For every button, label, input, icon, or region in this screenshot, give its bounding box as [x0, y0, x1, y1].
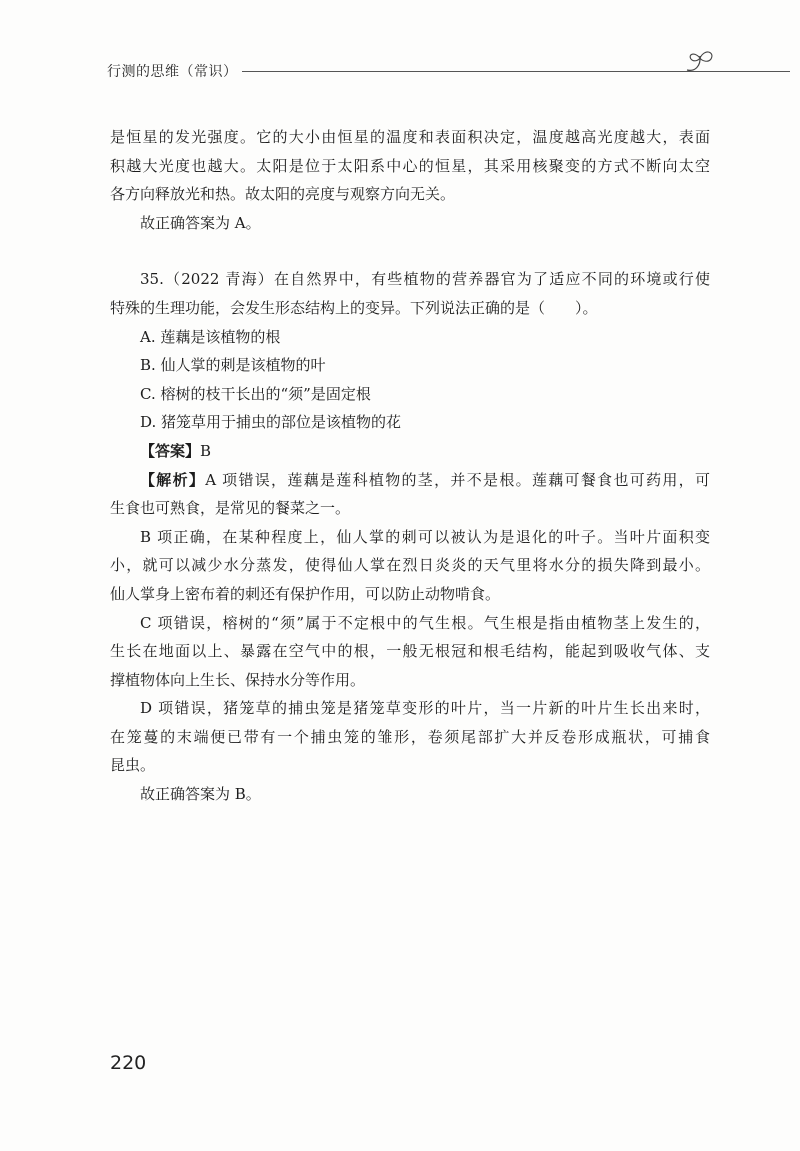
option-c: C. 榕树的枝干长出的“须”是固定根	[140, 384, 371, 403]
answer-label: 【答案】	[140, 441, 201, 460]
text-line: 是恒星的发光强度。它的大小由恒星的温度和表面积决定，温度越高光度越大，表面	[110, 128, 710, 146]
text-line: D 项错误，猪笼草的捕虫笼是猪笼草变形的叶片，当一片新的叶片生长出来时，	[140, 699, 710, 718]
conclusion-line: 故正确答案为 B。	[140, 785, 261, 804]
text-line: 昆虫。	[110, 756, 156, 775]
answer-value: B	[200, 441, 212, 460]
text-line: C 项错误，榕树的“须”属于不定根中的气生根。气生根是指由植物茎上发生的，	[140, 613, 710, 632]
text-line: 积越大光度也越大。太阳是位于太阳系中心的恒星，其采用核聚变的方式不断向太空	[110, 156, 710, 175]
analysis-label: 【解析】	[140, 470, 206, 489]
text-line: 生长在地面以上、暴露在空气中的根，一般无根冠和根毛结构，能起到吸收气体、支	[110, 642, 710, 661]
question-stem: 35.（2022 青海）在自然界中，有些植物的营养器官为了适应不同的环境或行使	[140, 270, 710, 289]
text-line: 小，就可以减少水分蒸发，使得仙人掌在烈日炎炎的天气里将水分的损失降到最小。	[110, 556, 710, 575]
page-number: 220	[110, 1052, 147, 1074]
header-title: 行测的思维（常识）	[107, 64, 238, 80]
text-line: 仙人掌身上密布着的刺还有保护作用，可以防止动物啃食。	[110, 584, 501, 603]
conclusion-line: 故正确答案为 A。	[140, 213, 261, 232]
option-d: D. 猪笼草用于捕虫的部位是该植物的花	[140, 413, 402, 432]
text-line: 在笼蔓的末端便已带有一个捕虫笼的雏形，卷须尾部扩大并反卷形成瓶状，可捕食	[110, 727, 710, 746]
text-line: B 项正确，在某种程度上，仙人掌的刺可以被认为是退化的叶子。当叶片面积变	[140, 527, 710, 546]
analysis-a-line	[110, 466, 710, 495]
text-line: 生食也可熟食，是常见的餐菜之一。	[110, 499, 351, 518]
option-b: B. 仙人掌的刺是该植物的叶	[140, 356, 326, 375]
option-a: A. 莲藕是该植物的根	[140, 327, 281, 346]
text-line: 各方向释放光和热。故太阳的亮度与观察方向无关。	[110, 185, 456, 204]
text-line: 撑植物体向上生长、保持水分等作用。	[110, 670, 366, 689]
analysis-a-text: A 项错误，莲藕是莲科植物的茎，并不是根。莲藕可餐食也可药用，可	[205, 470, 710, 489]
page-content	[110, 123, 710, 809]
running-header	[107, 58, 717, 88]
answer-line	[110, 437, 710, 466]
question-stem-continued: 特殊的生理功能，会发生形态结构上的变异。下列说法正确的是（ ）。	[110, 298, 598, 317]
sprout-leaf-icon	[685, 46, 719, 76]
